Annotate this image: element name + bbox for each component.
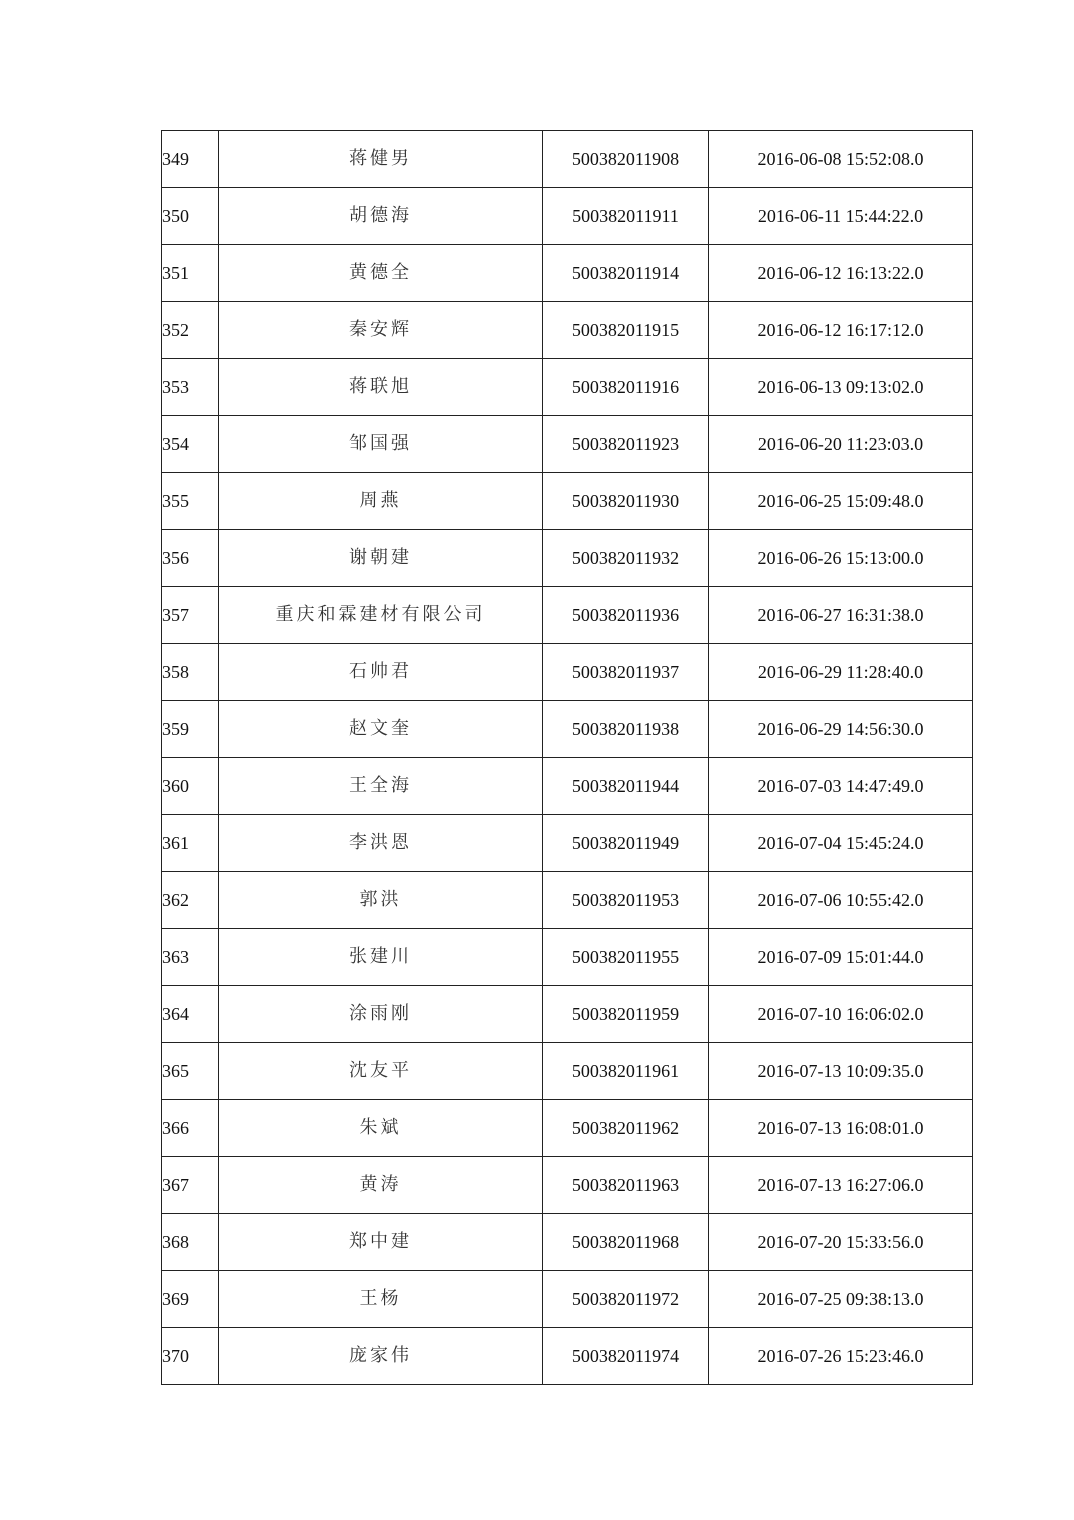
row-datetime: 2016-07-06 10:55:42.0 <box>709 872 973 929</box>
row-name: 沈友平 <box>219 1043 543 1100</box>
row-code: 500382011968 <box>543 1214 709 1271</box>
row-datetime: 2016-07-20 15:33:56.0 <box>709 1214 973 1271</box>
row-code: 500382011959 <box>543 986 709 1043</box>
row-index: 368 <box>162 1214 219 1271</box>
row-index: 361 <box>162 815 219 872</box>
table-row <box>162 302 973 359</box>
row-datetime: 2016-07-25 09:38:13.0 <box>709 1271 973 1328</box>
row-index: 364 <box>162 986 219 1043</box>
row-name: 胡德海 <box>219 188 543 245</box>
row-name: 郑中建 <box>219 1214 543 1271</box>
row-index: 353 <box>162 359 219 416</box>
row-index: 354 <box>162 416 219 473</box>
row-index: 352 <box>162 302 219 359</box>
row-name: 庞家伟 <box>219 1328 543 1385</box>
row-index: 360 <box>162 758 219 815</box>
row-code: 500382011908 <box>543 131 709 188</box>
row-index: 366 <box>162 1100 219 1157</box>
table-row <box>162 473 973 530</box>
row-code: 500382011953 <box>543 872 709 929</box>
row-name: 蒋健男 <box>219 131 543 188</box>
table-row <box>162 1157 973 1214</box>
table-row <box>162 986 973 1043</box>
row-index: 365 <box>162 1043 219 1100</box>
row-index: 369 <box>162 1271 219 1328</box>
table-row <box>162 1214 973 1271</box>
row-name: 蒋联旭 <box>219 359 543 416</box>
records-table <box>161 130 973 1385</box>
row-code: 500382011938 <box>543 701 709 758</box>
row-datetime: 2016-07-13 16:27:06.0 <box>709 1157 973 1214</box>
row-index: 363 <box>162 929 219 986</box>
row-code: 500382011932 <box>543 530 709 587</box>
row-name: 石帅君 <box>219 644 543 701</box>
row-datetime: 2016-06-08 15:52:08.0 <box>709 131 973 188</box>
row-name: 邹国强 <box>219 416 543 473</box>
row-name: 张建川 <box>219 929 543 986</box>
row-name: 黄涛 <box>219 1157 543 1214</box>
table-row <box>162 1043 973 1100</box>
row-index: 367 <box>162 1157 219 1214</box>
row-index: 358 <box>162 644 219 701</box>
row-datetime: 2016-07-26 15:23:46.0 <box>709 1328 973 1385</box>
row-name: 郭洪 <box>219 872 543 929</box>
row-datetime: 2016-07-03 14:47:49.0 <box>709 758 973 815</box>
row-name: 王全海 <box>219 758 543 815</box>
row-code: 500382011923 <box>543 416 709 473</box>
row-code: 500382011930 <box>543 473 709 530</box>
row-datetime: 2016-07-10 16:06:02.0 <box>709 986 973 1043</box>
row-index: 350 <box>162 188 219 245</box>
row-index: 356 <box>162 530 219 587</box>
row-datetime: 2016-06-11 15:44:22.0 <box>709 188 973 245</box>
table-row <box>162 1100 973 1157</box>
row-name: 黄德全 <box>219 245 543 302</box>
row-datetime: 2016-07-04 15:45:24.0 <box>709 815 973 872</box>
row-index: 355 <box>162 473 219 530</box>
row-code: 500382011916 <box>543 359 709 416</box>
table-row <box>162 131 973 188</box>
table-row <box>162 701 973 758</box>
row-code: 500382011944 <box>543 758 709 815</box>
table-row <box>162 1328 973 1385</box>
row-code: 500382011914 <box>543 245 709 302</box>
row-name: 王杨 <box>219 1271 543 1328</box>
row-index: 351 <box>162 245 219 302</box>
row-code: 500382011911 <box>543 188 709 245</box>
row-name: 涂雨刚 <box>219 986 543 1043</box>
row-datetime: 2016-06-13 09:13:02.0 <box>709 359 973 416</box>
table-row <box>162 644 973 701</box>
row-name: 周燕 <box>219 473 543 530</box>
row-code: 500382011972 <box>543 1271 709 1328</box>
table-row <box>162 929 973 986</box>
row-index: 370 <box>162 1328 219 1385</box>
table-row <box>162 188 973 245</box>
table-row <box>162 359 973 416</box>
table-row <box>162 416 973 473</box>
row-datetime: 2016-06-27 16:31:38.0 <box>709 587 973 644</box>
row-index: 359 <box>162 701 219 758</box>
row-index: 362 <box>162 872 219 929</box>
table-row <box>162 1271 973 1328</box>
row-code: 500382011961 <box>543 1043 709 1100</box>
row-name: 谢朝建 <box>219 530 543 587</box>
row-datetime: 2016-06-12 16:17:12.0 <box>709 302 973 359</box>
row-name: 朱斌 <box>219 1100 543 1157</box>
row-datetime: 2016-07-09 15:01:44.0 <box>709 929 973 986</box>
table-row <box>162 587 973 644</box>
row-code: 500382011974 <box>543 1328 709 1385</box>
table-row <box>162 245 973 302</box>
row-code: 500382011937 <box>543 644 709 701</box>
row-index: 357 <box>162 587 219 644</box>
row-code: 500382011962 <box>543 1100 709 1157</box>
row-code: 500382011963 <box>543 1157 709 1214</box>
table-row <box>162 530 973 587</box>
row-name: 秦安辉 <box>219 302 543 359</box>
row-index: 349 <box>162 131 219 188</box>
row-datetime: 2016-06-29 11:28:40.0 <box>709 644 973 701</box>
row-datetime: 2016-06-20 11:23:03.0 <box>709 416 973 473</box>
row-name: 重庆和霖建材有限公司 <box>219 587 543 644</box>
row-code: 500382011915 <box>543 302 709 359</box>
row-datetime: 2016-06-25 15:09:48.0 <box>709 473 973 530</box>
row-datetime: 2016-06-26 15:13:00.0 <box>709 530 973 587</box>
row-name: 李洪恩 <box>219 815 543 872</box>
records-table-body <box>162 131 973 1385</box>
row-datetime: 2016-07-13 10:09:35.0 <box>709 1043 973 1100</box>
table-row <box>162 758 973 815</box>
table-row <box>162 872 973 929</box>
row-code: 500382011936 <box>543 587 709 644</box>
row-code: 500382011949 <box>543 815 709 872</box>
row-datetime: 2016-06-12 16:13:22.0 <box>709 245 973 302</box>
row-code: 500382011955 <box>543 929 709 986</box>
row-name: 赵文奎 <box>219 701 543 758</box>
row-datetime: 2016-07-13 16:08:01.0 <box>709 1100 973 1157</box>
row-datetime: 2016-06-29 14:56:30.0 <box>709 701 973 758</box>
table-row <box>162 815 973 872</box>
